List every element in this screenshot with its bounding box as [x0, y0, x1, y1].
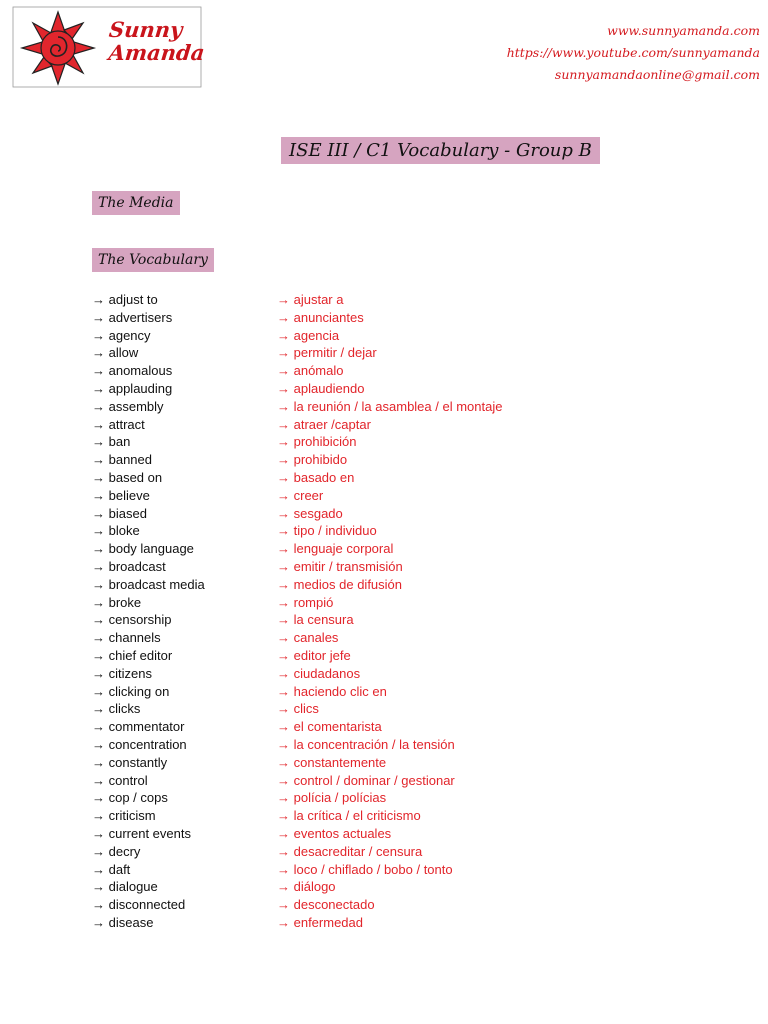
- english-term: → cop / cops: [92, 790, 168, 806]
- english-term: → daft: [92, 861, 131, 877]
- section-heading-media: The Media: [92, 191, 180, 215]
- english-term: → commentator: [92, 719, 185, 735]
- email-link[interactable]: sunnyamandaonline@gmail.com: [554, 67, 760, 82]
- website-link[interactable]: www.sunnyamanda.com: [607, 23, 760, 38]
- spanish-translation: → la concentración / la tensión: [277, 736, 455, 752]
- vocab-row: [92, 522, 732, 540]
- spanish-translation: → haciendo clic en: [277, 683, 387, 699]
- english-term: → constantly: [92, 754, 168, 770]
- english-term: → advertisers: [92, 309, 173, 325]
- contact-block: [507, 20, 760, 86]
- vocab-row: [92, 647, 732, 665]
- spanish-translation: → diálogo: [277, 879, 336, 895]
- vocab-row: [92, 416, 732, 434]
- vocab-row: [92, 558, 732, 576]
- english-term: → broadcast media: [92, 576, 205, 592]
- spanish-translation: → rompió: [277, 594, 334, 610]
- english-term: → based on: [92, 469, 163, 485]
- spanish-translation: → prohibido: [277, 452, 348, 468]
- section-heading-vocabulary: The Vocabulary: [92, 248, 214, 272]
- logo: [12, 6, 206, 86]
- english-term: → anomalous: [92, 363, 173, 379]
- english-term: → ban: [92, 434, 131, 450]
- english-term: → allow: [92, 345, 139, 361]
- vocab-row: [92, 611, 732, 629]
- spanish-translation: → permitir / dejar: [277, 345, 377, 361]
- spanish-translation: → prohibición: [277, 434, 357, 450]
- vocab-row: [92, 594, 732, 612]
- vocab-row: [92, 576, 732, 594]
- english-term: → clicks: [92, 701, 141, 717]
- english-term: → censorship: [92, 612, 172, 628]
- vocab-row: [92, 896, 732, 914]
- english-term: → adjust to: [92, 292, 158, 307]
- english-term: → agency: [92, 327, 151, 343]
- vocab-row: [92, 487, 732, 505]
- spanish-translation: → el comentarista: [277, 719, 382, 735]
- spanish-translation: → basado en: [277, 469, 355, 485]
- spanish-translation: → anunciantes: [277, 309, 364, 325]
- spanish-translation: → desacreditar / censura: [277, 843, 423, 859]
- vocab-row: [92, 843, 732, 861]
- spanish-translation: → la censura: [277, 612, 354, 628]
- english-term: → chief editor: [92, 647, 173, 663]
- spanish-translation: → emitir / transmisión: [277, 558, 403, 574]
- english-term: → banned: [92, 452, 152, 468]
- english-term: → decry: [92, 843, 141, 859]
- vocab-row: [92, 540, 732, 558]
- vocab-row: [92, 683, 732, 701]
- spanish-translation: → ciudadanos: [277, 665, 361, 681]
- english-term: → disease: [92, 914, 154, 930]
- vocab-row: [92, 327, 732, 345]
- spanish-translation: → lenguaje corporal: [277, 541, 394, 557]
- vocab-row: [92, 398, 732, 416]
- spanish-translation: → canales: [277, 630, 339, 646]
- english-term: → dialogue: [92, 879, 158, 895]
- spanish-translation: → control / dominar / gestionar: [277, 772, 455, 788]
- vocab-row: [92, 736, 732, 754]
- vocab-row: [92, 433, 732, 451]
- vocab-row: [92, 789, 732, 807]
- vocab-row: [92, 309, 732, 327]
- english-term: → criticism: [92, 808, 156, 824]
- vocab-row: [92, 807, 732, 825]
- spanish-translation: → loco / chiflado / bobo / tonto: [277, 861, 453, 877]
- logo-line-1: Sunny: [107, 17, 184, 42]
- spanish-translation: → medios de difusión: [277, 576, 403, 592]
- vocab-row: [92, 772, 732, 790]
- spanish-translation: → constantemente: [277, 754, 387, 770]
- english-term: → channels: [92, 630, 161, 646]
- english-term: → believe: [92, 487, 150, 503]
- spanish-translation: → aplaudiendo: [277, 380, 365, 396]
- spanish-translation: → tipo / individuo: [277, 523, 377, 539]
- english-term: → broke: [92, 594, 142, 610]
- vocab-row: [92, 380, 732, 398]
- youtube-link[interactable]: https://www.youtube.com/sunnyamanda: [506, 45, 760, 60]
- vocab-row: [92, 469, 732, 487]
- vocab-row: [92, 451, 732, 469]
- spanish-translation: → clics: [277, 701, 319, 717]
- spanish-translation: → creer: [277, 487, 324, 503]
- vocab-row: [92, 629, 732, 647]
- vocab-row: [92, 825, 732, 843]
- spanish-translation: → anómalo: [277, 363, 344, 379]
- vocab-row: [92, 362, 732, 380]
- spanish-translation: → sesgado: [277, 505, 343, 521]
- vocab-row: [92, 754, 732, 772]
- english-term: → bloke: [92, 523, 140, 539]
- english-term: → broadcast: [92, 558, 166, 574]
- english-term: → citizens: [92, 665, 152, 681]
- english-term: → current events: [92, 825, 191, 841]
- spanish-translation: → editor jefe: [277, 647, 351, 663]
- vocab-row: [92, 291, 732, 309]
- vocab-row: [92, 914, 732, 932]
- english-term: → disconnected: [92, 897, 186, 913]
- english-term: → attract: [92, 416, 145, 432]
- logo-wordmark: [106, 18, 209, 64]
- vocab-row: [92, 878, 732, 896]
- spanish-translation: → la reunión / la asamblea / el montaje: [277, 398, 503, 414]
- spanish-translation: → atraer /captar: [277, 416, 371, 432]
- english-term: → control: [92, 772, 148, 788]
- page-title: ISE III / C1 Vocabulary - Group B: [281, 137, 600, 164]
- spanish-translation: → agencia: [277, 327, 340, 343]
- english-term: → assembly: [92, 398, 164, 414]
- english-term: → applauding: [92, 380, 173, 396]
- logo-line-2: Amanda: [107, 40, 206, 65]
- spanish-translation: → la crítica / el criticismo: [277, 808, 421, 824]
- vocabulary-list: [92, 291, 732, 932]
- spanish-translation: → eventos actuales: [277, 825, 392, 841]
- vocab-row: [92, 344, 732, 362]
- spanish-translation: → polícia / polícias: [277, 790, 387, 806]
- spanish-translation: → desconectado: [277, 897, 375, 913]
- vocab-row: [92, 718, 732, 736]
- english-term: → body language: [92, 541, 194, 557]
- english-term: → biased: [92, 505, 147, 521]
- vocab-row: [92, 861, 732, 879]
- spanish-translation: → ajustar a: [277, 292, 344, 307]
- spanish-translation: → enfermedad: [277, 914, 363, 930]
- vocab-row: [92, 700, 732, 718]
- vocab-row: [92, 665, 732, 683]
- vocab-row: [92, 505, 732, 523]
- english-term: → clicking on: [92, 683, 170, 699]
- english-term: → concentration: [92, 736, 187, 752]
